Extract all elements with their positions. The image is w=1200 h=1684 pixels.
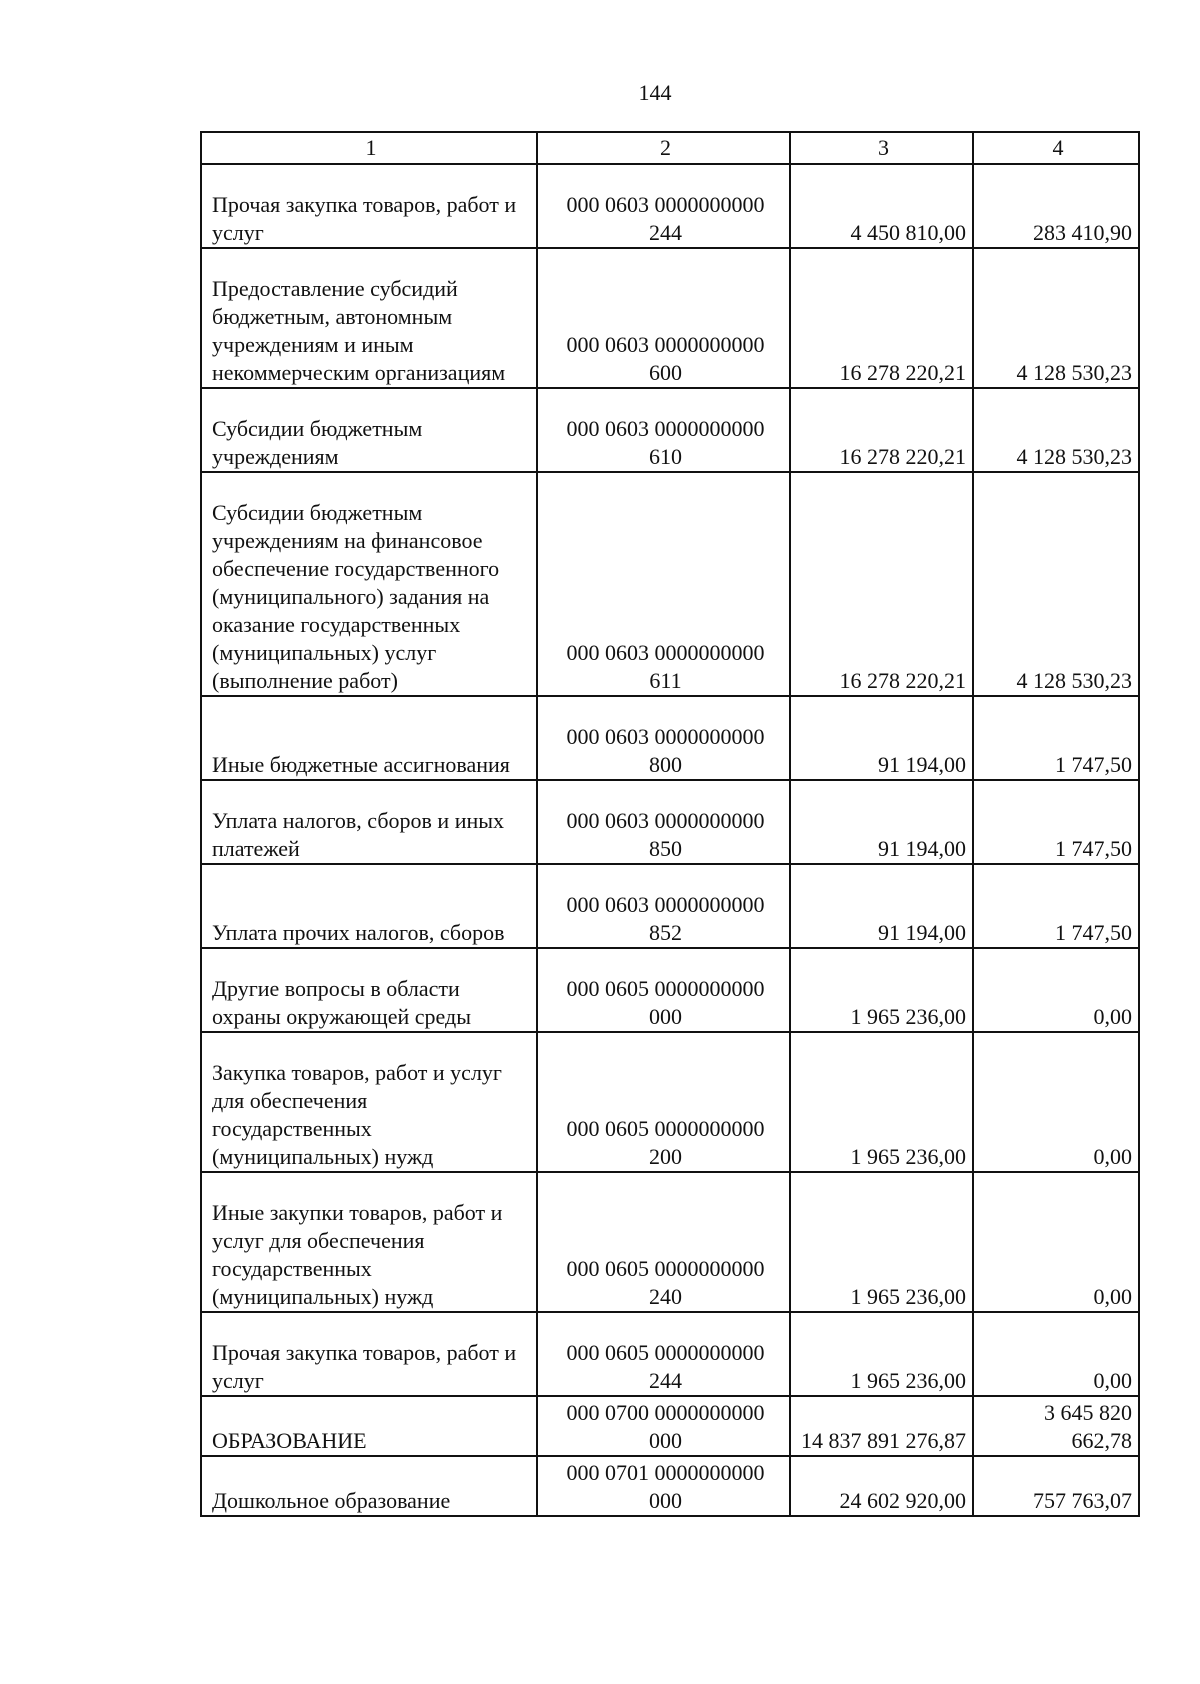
row-code: 000 0603 0000000000 850 xyxy=(537,780,790,864)
row-value-3: 1 965 236,00 xyxy=(790,948,973,1032)
row-value-4: 0,00 xyxy=(973,948,1139,1032)
row-name: Иные бюджетные ассигнования xyxy=(201,696,537,780)
row-value-4: 0,00 xyxy=(973,1032,1139,1172)
row-value-4: 757 763,07 xyxy=(973,1456,1139,1516)
row-value-3: 4 450 810,00 xyxy=(790,164,973,248)
row-value-4: 4 128 530,23 xyxy=(973,248,1139,388)
row-value-4: 3 645 820 662,78 xyxy=(973,1396,1139,1456)
row-name: Прочая закупка товаров, работ и услуг xyxy=(201,1312,537,1396)
row-name: Закупка товаров, работ и услуг для обеспечения государственных (муниципальных) нужд xyxy=(201,1032,537,1172)
row-value-3: 16 278 220,21 xyxy=(790,472,973,696)
row-value-4: 1 747,50 xyxy=(973,864,1139,948)
table-row xyxy=(201,1172,1139,1312)
row-value-4: 4 128 530,23 xyxy=(973,388,1139,472)
table-row xyxy=(201,248,1139,388)
row-value-3: 91 194,00 xyxy=(790,780,973,864)
row-code: 000 0605 0000000000 200 xyxy=(537,1032,790,1172)
row-code: 000 0603 0000000000 610 xyxy=(537,388,790,472)
table-row xyxy=(201,696,1139,780)
table-row xyxy=(201,164,1139,248)
row-code: 000 0605 0000000000 240 xyxy=(537,1172,790,1312)
row-name: Субсидии бюджетным учреждениям xyxy=(201,388,537,472)
row-value-3: 1 965 236,00 xyxy=(790,1032,973,1172)
page-number: 144 xyxy=(638,80,672,105)
row-code: 000 0701 0000000000 000 xyxy=(537,1456,790,1516)
column-header-1: 1 xyxy=(201,132,537,164)
row-value-3: 1 965 236,00 xyxy=(790,1172,973,1312)
table-row xyxy=(201,472,1139,696)
row-code: 000 0603 0000000000 852 xyxy=(537,864,790,948)
row-name: Предоставление субсидий бюджетным, автономным учреждениям и иным некоммерческим организациям xyxy=(201,248,537,388)
row-value-4: 283 410,90 xyxy=(973,164,1139,248)
row-value-3: 16 278 220,21 xyxy=(790,248,973,388)
row-name: ОБРАЗОВАНИЕ xyxy=(201,1396,537,1456)
row-name: Иные закупки товаров, работ и услуг для обеспечения государственных (муниципальных) нужд xyxy=(201,1172,537,1312)
table-row xyxy=(201,948,1139,1032)
table-row xyxy=(201,780,1139,864)
row-value-3: 91 194,00 xyxy=(790,864,973,948)
column-header-3: 3 xyxy=(790,132,973,164)
row-code: 000 0605 0000000000 000 xyxy=(537,948,790,1032)
row-value-4: 4 128 530,23 xyxy=(973,472,1139,696)
row-name: Другие вопросы в области охраны окружающей среды xyxy=(201,948,537,1032)
row-name: Дошкольное образование xyxy=(201,1456,537,1516)
column-header-2: 2 xyxy=(537,132,790,164)
row-value-3: 16 278 220,21 xyxy=(790,388,973,472)
row-value-3: 14 837 891 276,87 xyxy=(790,1396,973,1456)
row-value-3: 24 602 920,00 xyxy=(790,1456,973,1516)
table-row xyxy=(201,1312,1139,1396)
table-row xyxy=(201,1396,1139,1456)
row-code: 000 0605 0000000000 244 xyxy=(537,1312,790,1396)
row-code: 000 0700 0000000000 000 xyxy=(537,1396,790,1456)
row-code: 000 0603 0000000000 244 xyxy=(537,164,790,248)
row-name: Прочая закупка товаров, работ и услуг xyxy=(201,164,537,248)
row-name: Субсидии бюджетным учреждениям на финансовое обеспечение государственного (муниципального) задания на оказание государственных (муниципальных) услуг (выполнение работ) xyxy=(201,472,537,696)
row-code: 000 0603 0000000000 800 xyxy=(537,696,790,780)
row-value-4: 0,00 xyxy=(973,1312,1139,1396)
column-header-4: 4 xyxy=(973,132,1139,164)
row-value-4: 1 747,50 xyxy=(973,696,1139,780)
row-code: 000 0603 0000000000 611 xyxy=(537,472,790,696)
row-value-4: 0,00 xyxy=(973,1172,1139,1312)
row-value-3: 1 965 236,00 xyxy=(790,1312,973,1396)
row-code: 000 0603 0000000000 600 xyxy=(537,248,790,388)
row-name: Уплата прочих налогов, сборов xyxy=(201,864,537,948)
table-row xyxy=(201,1032,1139,1172)
table-header-row xyxy=(201,132,1139,164)
budget-table xyxy=(200,131,1140,1517)
table-row xyxy=(201,864,1139,948)
row-name: Уплата налогов, сборов и иных платежей xyxy=(201,780,537,864)
row-value-3: 91 194,00 xyxy=(790,696,973,780)
table-row xyxy=(201,388,1139,472)
table-row xyxy=(201,1456,1139,1516)
row-value-4: 1 747,50 xyxy=(973,780,1139,864)
